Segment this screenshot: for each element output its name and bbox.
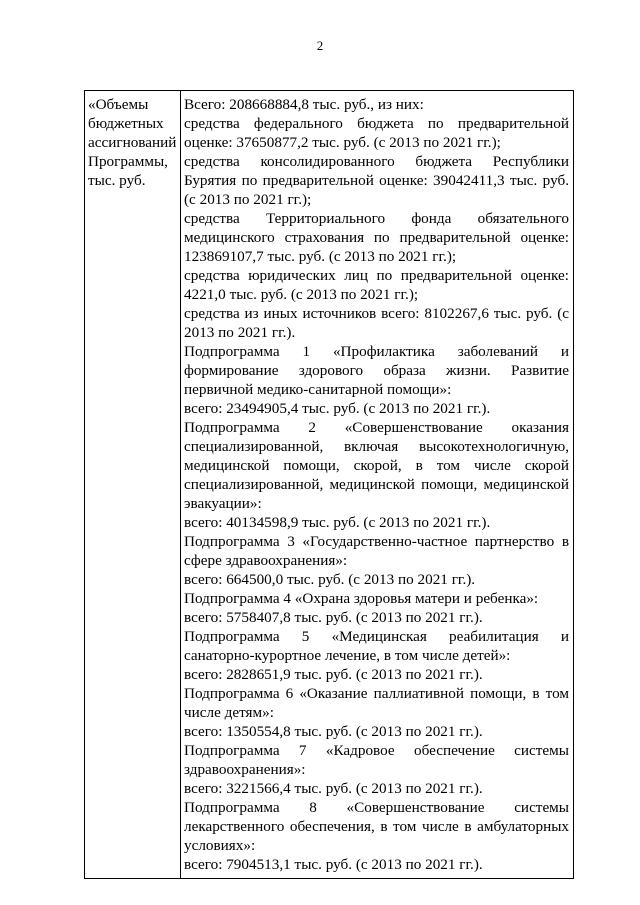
budget-table: [84, 90, 574, 879]
subprogram-7-title: Подпрограмма 7 «Кадровое обеспечение системы здравоохранения»:: [184, 742, 569, 778]
federal-budget-paragraph: средства федерального бюджета по предварительной оценке: 37650877,2 тыс. руб. (с 2013 по 2021 гг.);: [184, 115, 569, 151]
label-line: бюджетных: [88, 115, 164, 132]
insurance-fund-paragraph: средства Территориального фонда обязательного медицинского страхования по предварительной оценке: 123869107,7 тыс. руб. (с 2013 по 2021 гг.);: [184, 210, 569, 265]
page-number: 2: [316, 38, 324, 53]
content-cell: [181, 91, 574, 879]
table-row: [85, 91, 574, 879]
label-cell: [85, 91, 181, 879]
total-line: Всего: 208668884,8 тыс. руб., из них:: [184, 96, 424, 113]
subprogram-2-title: Подпрограмма 2 «Совершенствование оказания специализированной, включая высокотехнологичную, медицинской помощи, скорой, в том числе скорой специализированной, медицинской помощи, медицинской эвакуации»:: [184, 419, 569, 512]
label-line: Программы,: [88, 153, 168, 170]
subprogram-5-total: всего: 2828651,9 тыс. руб. (с 2013 по 2021 гг.).: [184, 666, 483, 683]
legal-entities-paragraph: средства юридических лиц по предварительной оценке: 4221,0 тыс. руб. (с 2013 по 2021 гг.);: [184, 267, 569, 303]
subprogram-8-title: Подпрограмма 8 «Совершенствование системы лекарственного обеспечения, в том числе в амбулаторных условиях»:: [184, 799, 569, 854]
consolidated-budget-paragraph: средства консолидированного бюджета Республики Бурятия по предварительной оценке: 39042411,3 тыс. руб. (с 2013 по 2021 гг.);: [184, 153, 569, 208]
subprogram-7-total: всего: 3221566,4 тыс. руб. (с 2013 по 2021 гг.).: [184, 780, 483, 797]
subprogram-8-total: всего: 7904513,1 тыс. руб. (с 2013 по 2021 гг.).: [184, 856, 483, 873]
subprogram-3-total: всего: 664500,0 тыс. руб. (с 2013 по 2021 гг.).: [184, 571, 476, 588]
other-sources-paragraph: средства из иных источников всего: 8102267,6 тыс. руб. (с 2013 по 2021 гг.).: [184, 305, 569, 341]
subprogram-4-total: всего: 5758407,8 тыс. руб. (с 2013 по 2021 гг.).: [184, 609, 483, 626]
subprogram-6-title: Подпрограмма 6 «Оказание паллиативной помощи, в том числе детям»:: [184, 685, 569, 721]
label-line: тыс. руб.: [88, 172, 146, 189]
subprogram-1-total: всего: 23494905,4 тыс. руб. (с 2013 по 2021 гг.).: [184, 400, 491, 417]
label-line: «Объемы: [88, 96, 149, 113]
subprogram-5-title: Подпрограмма 5 «Медицинская реабилитация и санаторно-курортное лечение, в том числе детей»:: [184, 628, 569, 664]
label-line: ассигнований: [88, 134, 177, 151]
subprogram-3-title: Подпрограмма 3 «Государственно-частное партнерство в сфере здравоохранения»:: [184, 533, 569, 569]
subprogram-6-total: всего: 1350554,8 тыс. руб. (с 2013 по 2021 гг.).: [184, 723, 483, 740]
subprogram-1-title: Подпрограмма 1 «Профилактика заболеваний и формирование здорового образа жизни. Развитие первичной медико-санитарной помощи»:: [184, 343, 569, 398]
subprogram-4-title: Подпрограмма 4 «Охрана здоровья матери и ребенка»:: [184, 590, 539, 607]
subprogram-2-total: всего: 40134598,9 тыс. руб. (с 2013 по 2021 гг.).: [184, 514, 491, 531]
